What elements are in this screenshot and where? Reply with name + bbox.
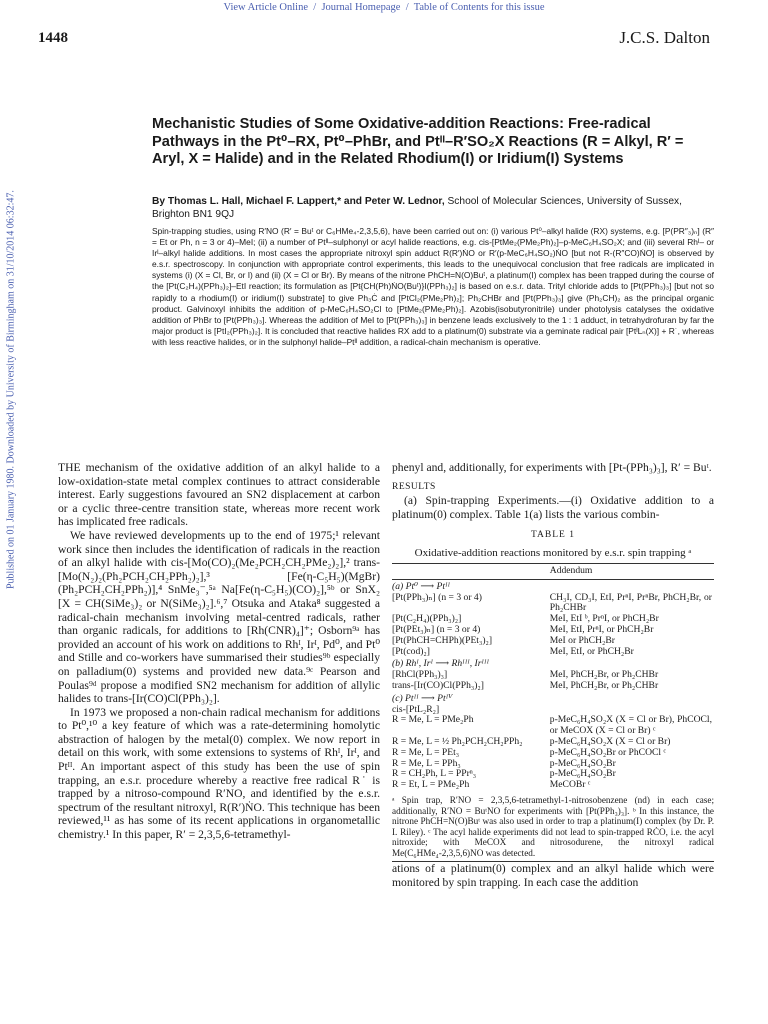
- table-cell: R = Me, L = PEt₃: [392, 746, 460, 758]
- table-cell: [Pt(PPh₃)ₙ] (n = 3 or 4): [392, 591, 482, 603]
- table-cell: MeI, EtI ᵇ, PrⁿI, or PhCH₂Br: [549, 613, 659, 625]
- table-cell: (c) Ptᴵᴵ ⟶ Ptᴵⱽ: [392, 692, 453, 704]
- top-links: [0, 2, 768, 13]
- download-provenance-text: Published on 01 January 1980. Downloaded by University of Birmingham on 31/10/2014 06:32:47.: [5, 190, 17, 590]
- table-cell: p-MeC₆H₄SO₂X (X = Cl or Br), PhCOCl, or MeCOX (X = Cl or Br) ᶜ: [549, 714, 712, 737]
- page-number: 1448: [38, 30, 68, 46]
- table-cell: p-MeC₆H₄SO₂X (X = Cl or Br): [549, 735, 671, 747]
- abstract: [152, 226, 714, 348]
- table-cell: [550, 692, 714, 705]
- view-article-online-link[interactable]: View Article Online: [223, 2, 309, 13]
- table-cell: trans-[Ir(CO)Cl(PPh₃)₂]: [392, 679, 484, 691]
- table-row: [392, 748, 714, 759]
- table-cell: MeI, EtI, or PhCH₂Br: [549, 645, 634, 657]
- table-row: [392, 780, 714, 791]
- table-cell: CH₃I, CD₃I, EtI, PrⁿI, PrⁿBr, PhCH₂Br, or Ph₂CHBr: [549, 591, 712, 614]
- right-column: [392, 461, 714, 890]
- table-cell: p-MeC₆H₄SO₂Br: [549, 757, 616, 769]
- table-cell: R = Me, L = PMe₂Ph: [392, 714, 474, 726]
- table-caption: Oxidative-addition reactions monitored by e.s.r. spin trapping ᵃ: [414, 546, 692, 559]
- table-cell: [Pt(cod)₂]: [392, 645, 430, 657]
- table-cell: MeI, PhCH₂Br, or Ph₂CHBr: [549, 669, 659, 681]
- article-title: Mechanistic Studies of Some Oxidative-addition Reactions: Free-radical Pathways in the Pt⁰–RX, Pt⁰–PhBr, and Ptᴵᴵ–R′SO₂X Reactions (R = Alkyl, R′ = Aryl, X = Halide) and in the Related Rhodium(I) or Iridium(I) Systems: [152, 116, 684, 167]
- table-label: TABLE 1: [531, 530, 575, 541]
- table-row: [392, 579, 714, 592]
- table-cell: p-MeC₆H₄SO₂Br or PhCOCl ᶜ: [549, 746, 666, 758]
- table-cell: R = Me, L = PPh₃: [392, 757, 461, 769]
- journal-name: J.C.S. Dalton: [619, 28, 710, 47]
- table-row: [392, 681, 714, 692]
- body-paragraph: THE mechanism of the oxidative addition of an alkyl halide to a low-oxidation-state metal complex continues to attract considerable interest. Early suggestions favoured an SN2 displacement at carbon or a cyclic three-centre transition state, whereas more recent work has implicated free radicals.: [58, 461, 380, 529]
- table-cell: (b) Rhᴵ, Irᴵ ⟶ Rhᴵᴵᴵ, Irᴵᴵᴵ: [392, 658, 489, 670]
- body-paragraph: In 1973 we proposed a non-chain radical mechanism for additions to Pt⁰,¹⁰ a key feature of which was a rate-determining homolytic abstraction of halogen by the metal(0) complex. We now report in detail on this work, with some extensions to systems of Rhᴵ, Irᴵ, and Ptᴵᴵ. An important aspect of this study has been the use of spin trapping, an e.s.r. procedure whereby a reactive free radical R˙ is trapped by a nitroso-compound R′NO, and identified by the e.s.r. spectrum of the resultant nitroxyl, R(R′)ṄO. This technique has been reviewed,¹¹ as has some of its recent applications in organometallic chemistry.¹ In this paper, R′ = 2,3,5,6-tetramethyl-: [58, 705, 380, 842]
- journal-homepage-link[interactable]: Journal Homepage: [321, 2, 401, 13]
- table-footnotes: ᵃ Spin trap, R′NO = 2,3,5,6-tetramethyl-1-nitrosobenzene (nd) in each case; additionally, R′NO = BuᵗNO for experiments with [Pt(PPh₃)₃]. ᵇ In this instance, the nitrone PhCH=N(O)Buᵗ was also used in order to trap a platinum(I) complex (by Dr. P. I. Riley). ᶜ The acyl halide experiments did not lead to spin-trapped RĊO, i.e. the acyl nitroxide; with MeCOX and nitrosodurene, the nitroxyl radical Me(C₆HMe₄-2,3,5,6)NO was detected.: [392, 795, 714, 863]
- table-cell: R = Et, L = PMe₂Ph: [392, 779, 470, 791]
- author-affiliation: School of Molecular Sciences, University of Sussex, Brighton BN1 9QJ: [152, 196, 682, 220]
- table-cell: [RhCl(PPh₃)₃]: [392, 669, 448, 681]
- table-header-cell: Addendum: [550, 563, 714, 579]
- table-cell: MeI, EtI, PrⁿI, or PhCH₂Br: [549, 623, 654, 635]
- table-row: [392, 715, 714, 737]
- link-separator: /: [403, 2, 412, 13]
- table-cell: [Pt(PEt₃)ₙ] (n = 3 or 4): [392, 623, 481, 635]
- table-cell: p-MeC₆H₄SO₂Br: [549, 768, 616, 780]
- table-cell: [Pt(C₂H₄)(PPh₃)₂]: [392, 613, 462, 625]
- table-cell: R = CH₂Ph, L = PPrⁿ₃: [392, 768, 477, 780]
- table-cell: MeI, PhCH₂Br, or Ph₂CHBr: [549, 679, 659, 691]
- abstract-text: Spin-trapping studies, using R′NO (R′ = Buᵗ or C₆HMe₄-2,3,5,6), have been carried out on: (i) various Pt⁰–alkyl halide (RX) systems, e.g. [P(PR″₃)ₙ] (R″ = Et or Ph, n = 3 or 4)–MeI; (ii) a number of Ptᴵᴵ–sulphonyl or acyl halide reactions, e.g. cis-[PtMe₂(PMe₂Ph)₂]–p-MeC₆H₄SO₂X; and (iii) several Rhᴵ– or Irᴵ–alkyl halide additions. In most cases the appropriate nitroxyl spin adduct R(R′)ṄO or R′(p-MeC₆H₄SO₂)ṄO [but not R-(R″CO)ṄO] is observed by e.s.r. spectroscopy. In conjunction with appropriate control experiments, this leads to the unequivocal conclusion that free radicals are implicated in systems (i) (X = Cl, Br, or I) and (ii) (X = Cl or Br). By means of the nitrone PhCH=N(O)Buᵗ, a platinum(I) complex has been trapped during the course of the [Pt(C₂H₄)(PPh₃)₂]–EtI reaction; its formulation as [Pt{CH(Ph)ṄO(Buᵗ)}I(PPh₃)₂] is based on e.s.r. data. Trityl chloride adds to [Pt(PPh₃)₃] [but not so rapidly to a rhodium(I) or iridium(I) substrate] to give Ph₃Ċ and [PtCl₂(PMe₂Ph)₂]; Ph₂CHBr and [Pt(PPh₃)₃] give (Ph₂CH)₂ as the principal organic product. Galvinoxyl inhibits the addition of p-MeC₆H₄SO₂Cl to [PtMe₂(PMe₂Ph)₂]. Azobis(isobutyronitrile) under photolysis catalyses the oxidative addition of PhBr to [Pt(PPh₃)₃]. Whereas the addition of MeI to [Pt(PPh₃)₃] in benzene leads exclusively to the 1 : 1 adduct, in tetrahydrofuran by far the major product is [PtI₂(PPh₃)₂]. It is concluded that reactive halides RX add to a platinum(0) substrate via a geminate radical pair [PtᴵLₙ(X)] + R˙, whereas with less reactive halides, or in the sulphonyl halide–Ptᴵᴵ addition, a radical-chain mechanism is operative.: [152, 226, 714, 347]
- table-row: [392, 647, 714, 658]
- table-cell: R = Me, L = ½ Ph₂PCH₂CH₂PPh₂: [392, 735, 523, 747]
- reaction-table: [392, 563, 714, 791]
- table-cell: MeCOBr ᶜ: [549, 779, 591, 791]
- results-paragraph: (a) Spin-trapping Experiments.—(i) Oxidative addition to a platinum(0) complex. Table 1(a) lists the various combin-: [392, 494, 714, 521]
- section-heading-results: RESULTS: [392, 481, 436, 492]
- table-header-row: [392, 563, 714, 579]
- table-row: [392, 692, 714, 705]
- left-column: [58, 461, 380, 842]
- body-paragraph: phenyl and, additionally, for experiments with [Pt-(PPh₃)₃], R′ = Buᵗ.: [392, 461, 712, 474]
- body-paragraph: We have reviewed developments up to the end of 1975;¹ relevant work since then includes the identification of radicals in the reaction of an alkyl halide with cis-[Mo(CO)₂(Me₂PCH₂CH₂PMe₂)₂],² trans-[Mo(N₂)₂(Ph₂PCH₂CH₂PPh₂)₂],³ [Fe(η-C₅H₅)(MgBr)(Ph₂PCH₂CH₂PPh₂)],⁴ SnMe₃⁻,⁵ᵃ Na[Fe(η-C₅H₅)(CO)₂],⁵ᵇ or SnX₂ [X = CH(SiMe₃)₂ or N(SiMe₃)₂].⁶,⁷ Otsuka and Ataka⁸ suggested a radical-chain mechanism involving metal-centred radicals, rather than organic radicals, for additions to [Rh(CNR)₄]⁺; Osborn⁹ᵃ has provided an account of his work on additions to Rhᴵ, Irᴵ, Pd⁰, and Pt⁰ and Stille and co-workers have summarised their studies⁹ᵇ especially on palladium(0) systems and provided new data.⁹ᶜ Pearson and Poulas⁹ᵈ propose a modified SN2 mechanism for addition of allylic halides to trans-[Ir(CO)Cl(PPh₃)₂].: [58, 528, 380, 706]
- table-of-contents-link[interactable]: Table of Contents for this issue: [413, 2, 545, 13]
- table-row: [392, 593, 714, 615]
- table-cell: cis-[PtL₂R₂]: [392, 703, 440, 715]
- table-cell: [Pt(PhCH=CHPh)(PEt₃)₂]: [392, 634, 493, 646]
- table-row: [392, 636, 714, 647]
- table-cell: MeI or PhCH₂Br: [549, 634, 615, 646]
- table-body: [392, 579, 714, 791]
- author-names: By Thomas L. Hall, Michael F. Lappert,* and Peter W. Lednor,: [152, 196, 445, 207]
- author-block: [152, 196, 712, 221]
- body-paragraph: ations of a platinum(0) complex and an alkyl halide which were monitored by spin trapping. In each case the addition: [392, 862, 714, 890]
- link-separator: /: [310, 2, 319, 13]
- table-cell: [550, 579, 714, 592]
- table-header-cell: [392, 563, 550, 579]
- table-cell: (a) Pt⁰ ⟶ Ptᴵᴵ: [392, 580, 451, 592]
